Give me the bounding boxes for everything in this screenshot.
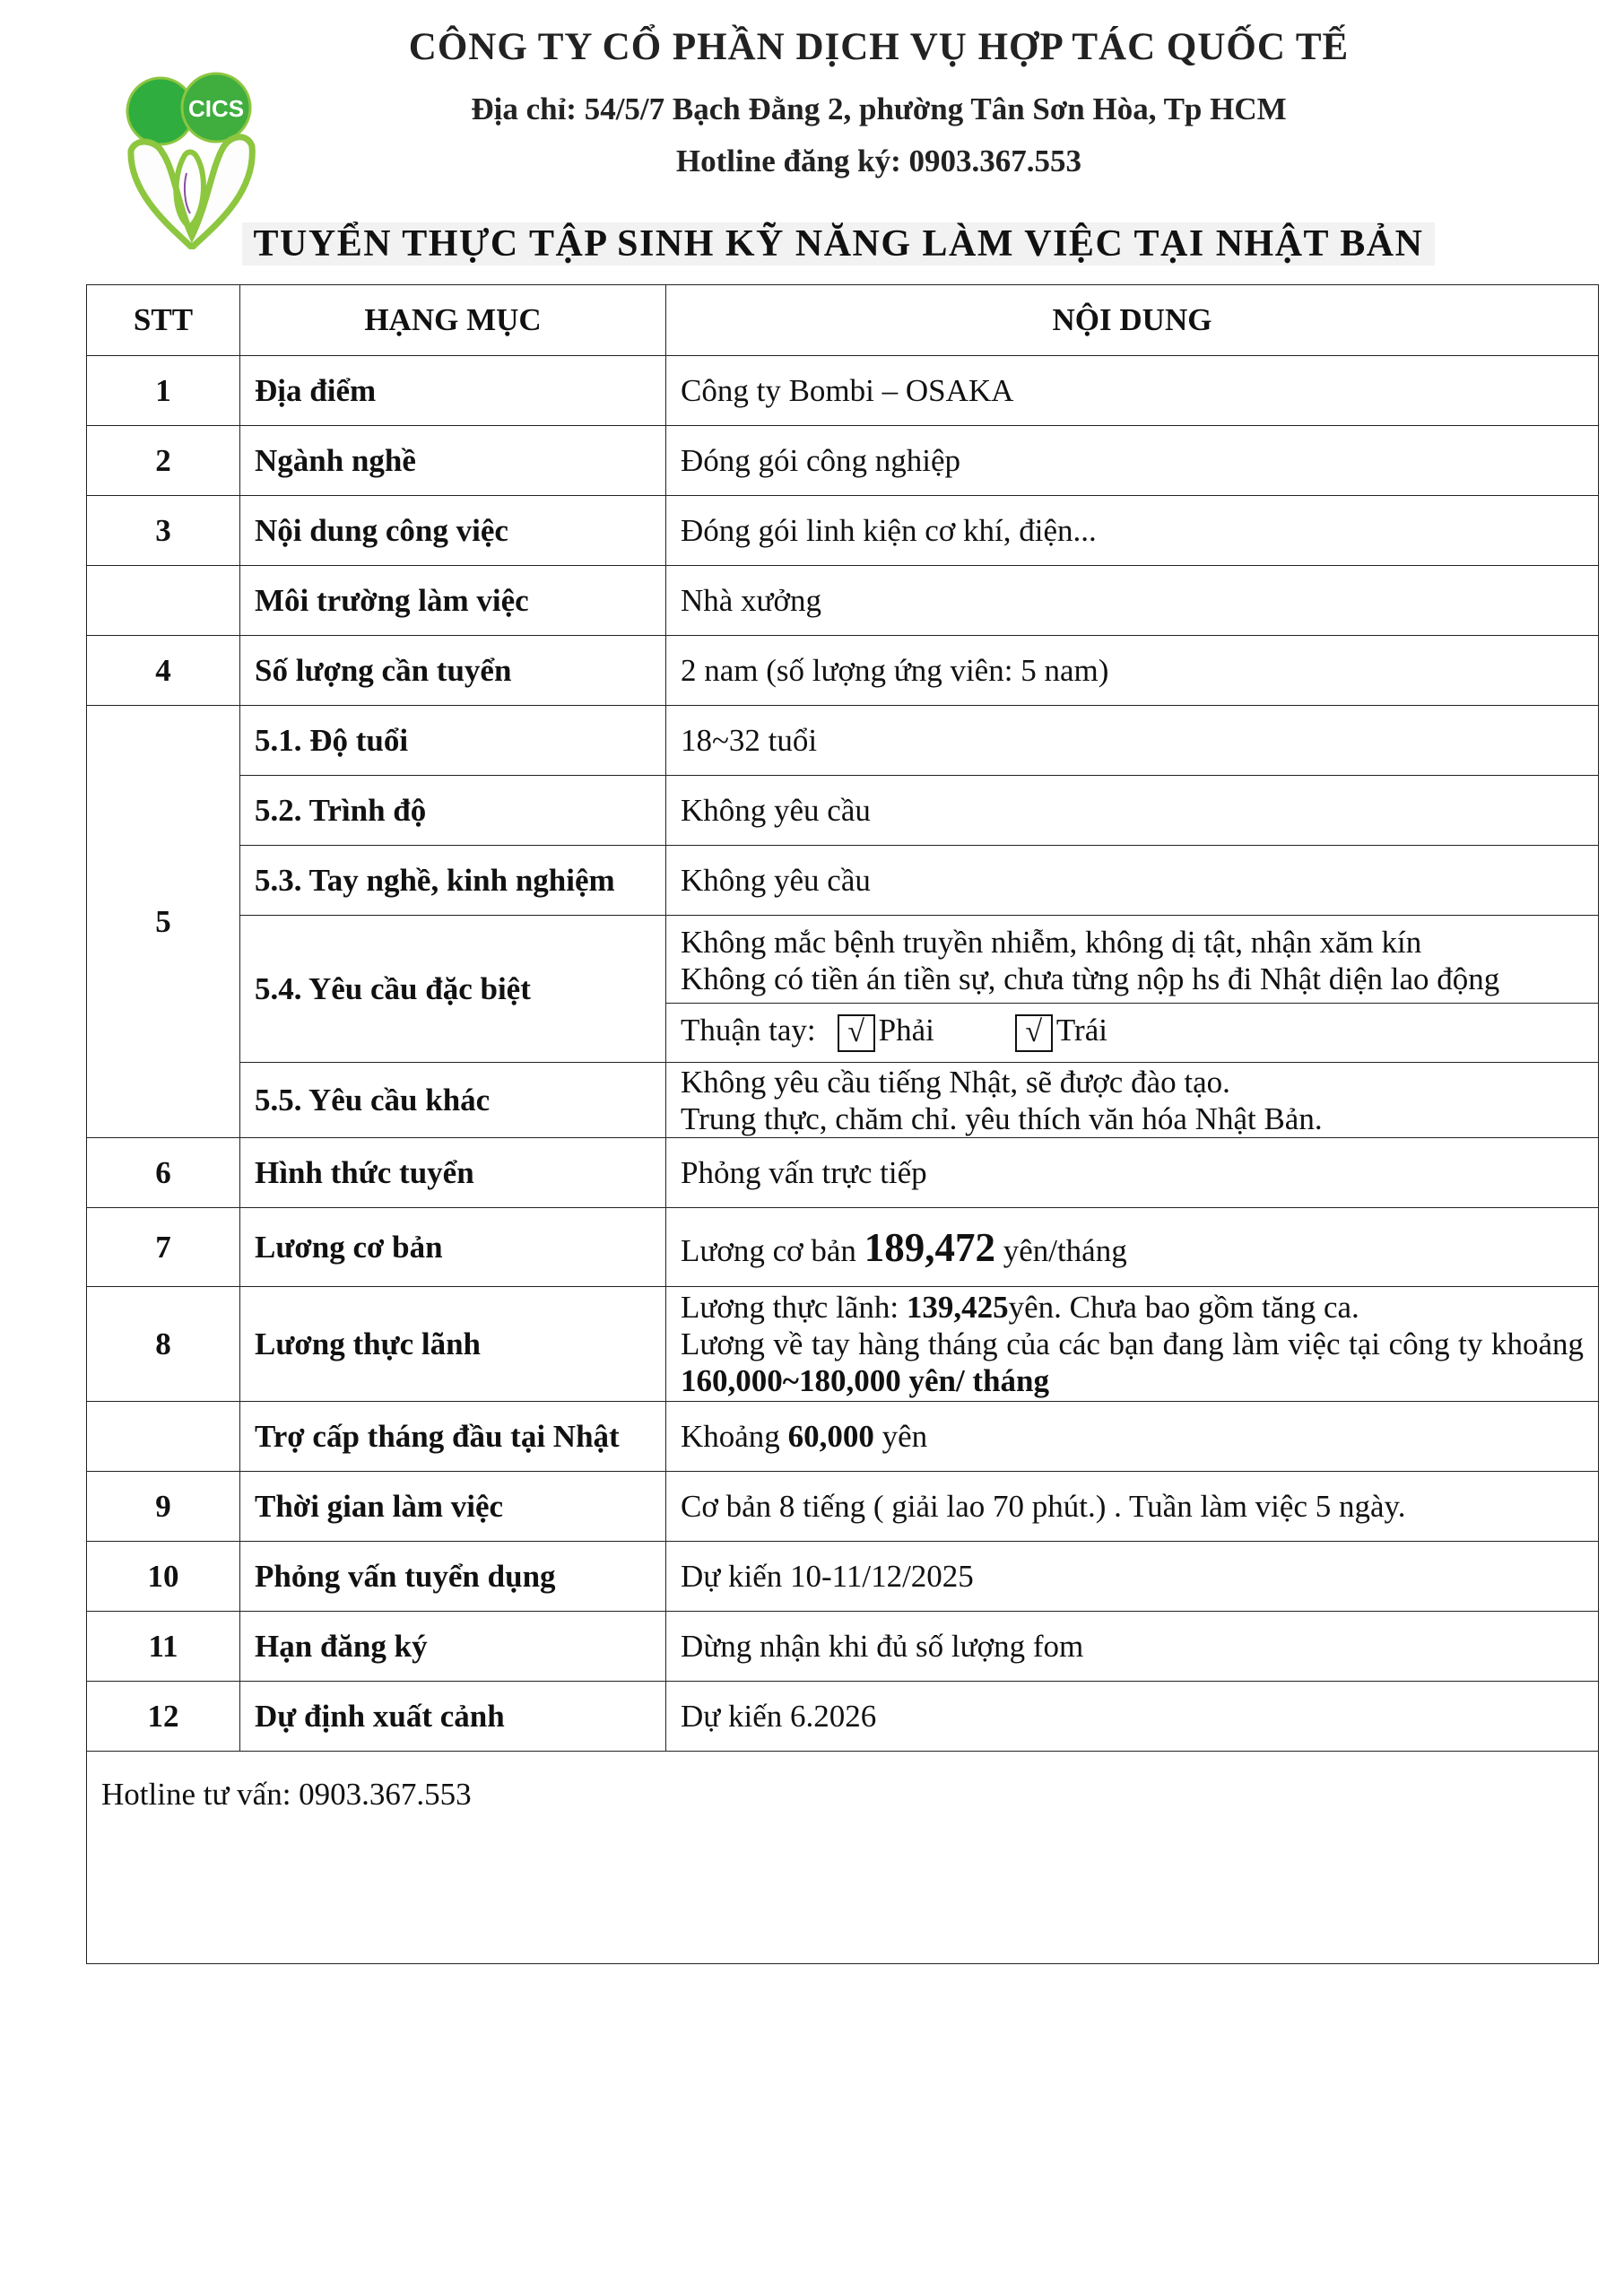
allowance-amount: 60,000 xyxy=(787,1418,874,1454)
row-category: Hạn đăng ký xyxy=(240,1612,666,1682)
net-salary-line xyxy=(681,1289,1584,1326)
right-hand-checkbox[interactable]: √ xyxy=(838,1014,875,1052)
row-content: Cơ bản 8 tiếng ( giải lao 70 phút.) . Tuần làm việc 5 ngày. xyxy=(666,1472,1599,1542)
header-category: HẠNG MỤC xyxy=(240,285,666,356)
left-hand-label: Trái xyxy=(1055,1013,1107,1048)
table-row xyxy=(87,776,1599,846)
row-category: Dự định xuất cảnh xyxy=(240,1682,666,1752)
row-content xyxy=(666,916,1599,1063)
table-row xyxy=(87,1402,1599,1472)
table-row xyxy=(87,1287,1599,1402)
row-content xyxy=(666,1063,1599,1138)
logo-text: CICS xyxy=(187,95,245,122)
company-name: CÔNG TY CỔ PHẦN DỊCH VỤ HỢP TÁC QUỐC TẾ xyxy=(408,26,1350,68)
footer-hotline: Hotline tư vấn: 0903.367.553 xyxy=(87,1752,1599,1964)
base-salary-suffix: yên/tháng xyxy=(994,1232,1127,1268)
row-stt: 6 xyxy=(87,1138,240,1208)
table-row xyxy=(87,566,1599,636)
row-stt xyxy=(87,1402,240,1472)
allowance-suffix: yên xyxy=(873,1418,928,1454)
row-stt xyxy=(87,566,240,636)
row-content: Đóng gói linh kiện cơ khí, điện... xyxy=(666,496,1599,566)
row-content: 18~32 tuổi xyxy=(666,706,1599,776)
row-category: Địa điểm xyxy=(240,356,666,426)
row-stt: 1 xyxy=(87,356,240,426)
row-stt: 2 xyxy=(87,426,240,496)
header-content: NỘI DUNG xyxy=(666,285,1599,356)
table-row xyxy=(87,1138,1599,1208)
base-salary-prefix: Lương cơ bản xyxy=(681,1232,864,1268)
row-stt: 3 xyxy=(87,496,240,566)
requirement-line: Không mắc bệnh truyền nhiễm, không dị tật, nhận xăm kín xyxy=(681,925,1422,961)
header-stt: STT xyxy=(87,285,240,356)
table-row xyxy=(87,356,1599,426)
row-category: Lương cơ bản xyxy=(240,1208,666,1287)
row-category: Trợ cấp tháng đầu tại Nhật xyxy=(240,1402,666,1472)
row-category: Môi trường làm việc xyxy=(240,566,666,636)
right-hand-label: Phải xyxy=(878,1013,934,1048)
row-category: 5.1. Độ tuổi xyxy=(240,706,666,776)
requirement-line: Không có tiền án tiền sự, chưa từng nộp hs đi Nhật diện lao động xyxy=(681,961,1500,997)
row-stt: 5 xyxy=(87,706,240,1138)
take-home-text: Lương về tay hàng tháng của các bạn đang làm việc tại công ty khoảng xyxy=(681,1326,1584,1361)
base-salary-amount: 189,472 xyxy=(864,1224,995,1270)
row-content: Công ty Bombi – OSAKA xyxy=(666,356,1599,426)
table-row xyxy=(87,1472,1599,1542)
row-category: Số lượng cần tuyển xyxy=(240,636,666,706)
table-row xyxy=(87,846,1599,916)
table-header-row xyxy=(87,285,1599,356)
row-content: Phỏng vấn trực tiếp xyxy=(666,1138,1599,1208)
row-category: 5.5. Yêu cầu khác xyxy=(240,1063,666,1138)
company-address: Địa chỉ: 54/5/7 Bạch Đằng 2, phường Tân Sơn Hòa, Tp HCM xyxy=(471,91,1287,126)
table-row xyxy=(87,1542,1599,1612)
row-content: Đóng gói công nghiệp xyxy=(666,426,1599,496)
table-row xyxy=(87,706,1599,776)
recruitment-table xyxy=(86,284,1599,1964)
row-category: Ngành nghề xyxy=(240,426,666,496)
row-category: Lương thực lãnh xyxy=(240,1287,666,1402)
row-category: Thời gian làm việc xyxy=(240,1472,666,1542)
row-content xyxy=(666,1287,1599,1402)
table-footer-row xyxy=(87,1752,1599,1964)
row-stt: 9 xyxy=(87,1472,240,1542)
row-content xyxy=(666,1208,1599,1287)
left-hand-checkbox[interactable]: √ xyxy=(1015,1014,1053,1052)
table-row xyxy=(87,1208,1599,1287)
row-stt: 4 xyxy=(87,636,240,706)
document-title: TUYỂN THỰC TẬP SINH KỸ NĂNG LÀM VIỆC TẠI NHẬT BẢN xyxy=(242,222,1435,265)
company-hotline: Hotline đăng ký: 0903.367.553 xyxy=(675,144,1082,178)
row-category: 5.3. Tay nghề, kinh nghiệm xyxy=(240,846,666,916)
row-category: 5.4. Yêu cầu đặc biệt xyxy=(240,916,666,1063)
take-home-amount: 160,000~180,000 yên/ tháng xyxy=(681,1363,1050,1398)
row-content: Dừng nhận khi đủ số lượng fom xyxy=(666,1612,1599,1682)
allowance-prefix: Khoảng xyxy=(681,1418,788,1454)
row-stt: 8 xyxy=(87,1287,240,1402)
other-requirement-line: Trung thực, chăm chỉ. yêu thích văn hóa Nhật Bản. xyxy=(681,1100,1323,1136)
row-category: 5.2. Trình độ xyxy=(240,776,666,846)
row-content xyxy=(666,1402,1599,1472)
row-category: Nội dung công việc xyxy=(240,496,666,566)
net-salary-amount: 139,425 xyxy=(906,1290,1009,1325)
row-content: Dự kiến 6.2026 xyxy=(666,1682,1599,1752)
table-row xyxy=(87,916,1599,1063)
row-stt: 7 xyxy=(87,1208,240,1287)
table-row xyxy=(87,426,1599,496)
other-requirement-line: Không yêu cầu tiếng Nhật, sẽ được đào tạo. xyxy=(681,1064,1230,1100)
handedness-row xyxy=(666,1004,1598,1059)
net-salary-prefix: Lương thực lãnh: xyxy=(681,1290,907,1325)
table-row xyxy=(87,1612,1599,1682)
table-row xyxy=(87,1063,1599,1138)
row-content: Không yêu cầu xyxy=(666,846,1599,916)
table-row xyxy=(87,1682,1599,1752)
company-logo xyxy=(122,70,261,249)
row-content: 2 nam (số lượng ứng viên: 5 nam) xyxy=(666,636,1599,706)
row-content: Nhà xưởng xyxy=(666,566,1599,636)
table-row xyxy=(87,636,1599,706)
table-row xyxy=(87,496,1599,566)
row-stt: 10 xyxy=(87,1542,240,1612)
row-category: Hình thức tuyển xyxy=(240,1138,666,1208)
net-salary-suffix: yên. Chưa bao gồm tăng ca. xyxy=(1008,1290,1359,1325)
row-stt: 12 xyxy=(87,1682,240,1752)
row-content: Không yêu cầu xyxy=(666,776,1599,846)
special-requirements xyxy=(666,918,1598,1004)
cics-heart-logo-icon xyxy=(122,70,261,249)
row-category: Phỏng vấn tuyển dụng xyxy=(240,1542,666,1612)
row-content: Dự kiến 10-11/12/2025 xyxy=(666,1542,1599,1612)
handedness-label: Thuận tay: xyxy=(681,1013,816,1048)
row-stt: 11 xyxy=(87,1612,240,1682)
